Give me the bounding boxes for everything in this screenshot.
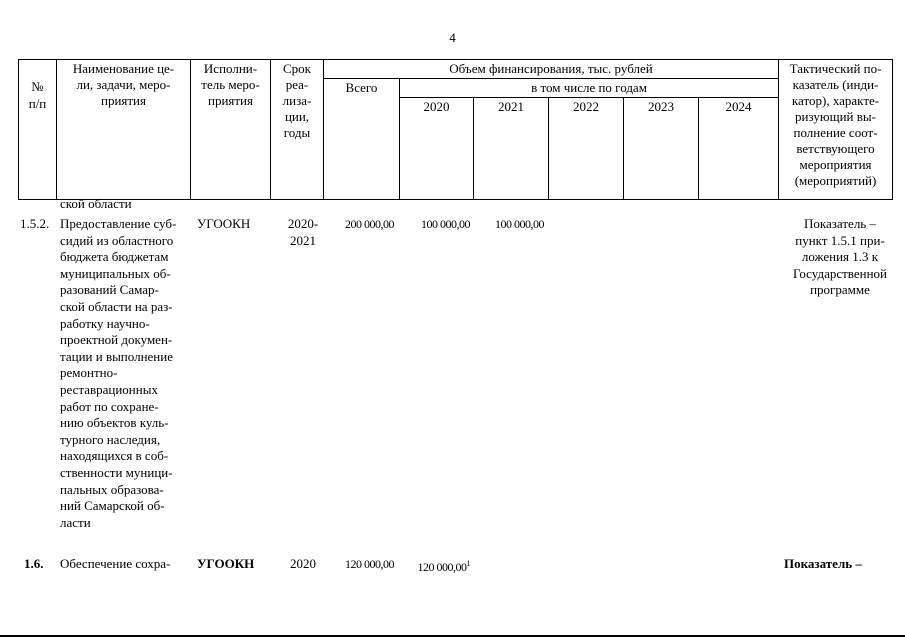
- indicator-line: ложения 1.3 к: [801, 249, 879, 265]
- header-year-2021: 2021: [474, 98, 549, 200]
- header-name: Наименование це- ли, задачи, меро- приятия: [57, 60, 191, 200]
- amount: 120 000,00: [417, 560, 467, 574]
- row-2020: [404, 556, 470, 576]
- name-line: работку научно-: [60, 315, 150, 331]
- header-by-year: в том числе по годам: [400, 79, 779, 98]
- name-line: ской области на раз-: [60, 298, 173, 314]
- row-name: [60, 216, 190, 531]
- row-indicator: Показатель –: [784, 556, 862, 571]
- row-executor: УГООКН: [197, 216, 251, 231]
- indicator-line: программе: [810, 282, 870, 298]
- name-line: находящихся в соб-: [60, 448, 169, 464]
- name-line: нию объектов куль-: [60, 415, 169, 431]
- header-funding: Объем финансирования, тыс. рублей: [324, 60, 779, 79]
- row-number: 1.6.: [24, 556, 44, 571]
- header-executor: Исполни- тель меро- приятия: [191, 60, 271, 200]
- name-line: пальных образова-: [60, 481, 164, 497]
- page-bottom-rule: [0, 635, 905, 637]
- indicator-line: Показатель –: [804, 216, 876, 231]
- name-line: ремонтно-: [60, 365, 118, 381]
- header-total: Всего: [324, 79, 400, 200]
- row-term: 2020: [290, 556, 316, 571]
- footnote-mark: 1: [466, 559, 470, 568]
- header-term: Срок реа- лиза- ции, годы: [271, 60, 324, 200]
- header-table: [18, 59, 893, 200]
- name-line: Предоставление суб-: [60, 216, 177, 231]
- header-year-2020: 2020: [400, 98, 474, 200]
- row-total: 120 000,00: [345, 557, 394, 571]
- header-year-2024: 2024: [699, 98, 779, 200]
- name-line: тации и выполнение: [60, 348, 173, 364]
- name-line: бюджета бюджетам: [60, 249, 169, 265]
- name-line: муниципальных об-: [60, 265, 171, 281]
- continuation-text: ской области: [60, 196, 132, 211]
- name-line: ний Самарской об-: [60, 498, 165, 514]
- page-number: 4: [449, 30, 456, 45]
- row-2021: 100 000,00: [495, 217, 544, 231]
- indicator-line: Государственной: [792, 265, 887, 281]
- name-line: турного наследия,: [60, 431, 161, 447]
- header-indicator: Тактический по- казатель (инди- катор), характе- ризующий вы- полнение соот- ветствующего мероприятия (мероприятий): [779, 60, 893, 200]
- header-year-2022: 2022: [549, 98, 624, 200]
- row-2020: 100 000,00: [421, 217, 470, 231]
- name-line: проектной докумен-: [60, 332, 173, 348]
- name-line: разований Самар-: [60, 282, 159, 298]
- name-line: сидий из областного: [60, 232, 174, 248]
- header-year-2023: 2023: [624, 98, 699, 200]
- row-term: 2020-2021: [287, 216, 319, 248]
- header-num: № п/п: [19, 60, 57, 200]
- row-total: 200 000,00: [345, 217, 394, 231]
- row-indicator: [784, 216, 896, 299]
- name-line: реставрационных: [60, 381, 158, 397]
- name-line: работ по сохране-: [60, 398, 159, 414]
- indicator-line: пункт 1.5.1 при-: [795, 232, 885, 248]
- row-name: Обеспечение сохра-: [60, 556, 171, 571]
- name-line: ласти: [60, 514, 91, 530]
- row-executor: УГООКН: [197, 556, 255, 571]
- row-number: 1.5.2.: [20, 216, 50, 231]
- name-line: ственности муници-: [60, 464, 173, 480]
